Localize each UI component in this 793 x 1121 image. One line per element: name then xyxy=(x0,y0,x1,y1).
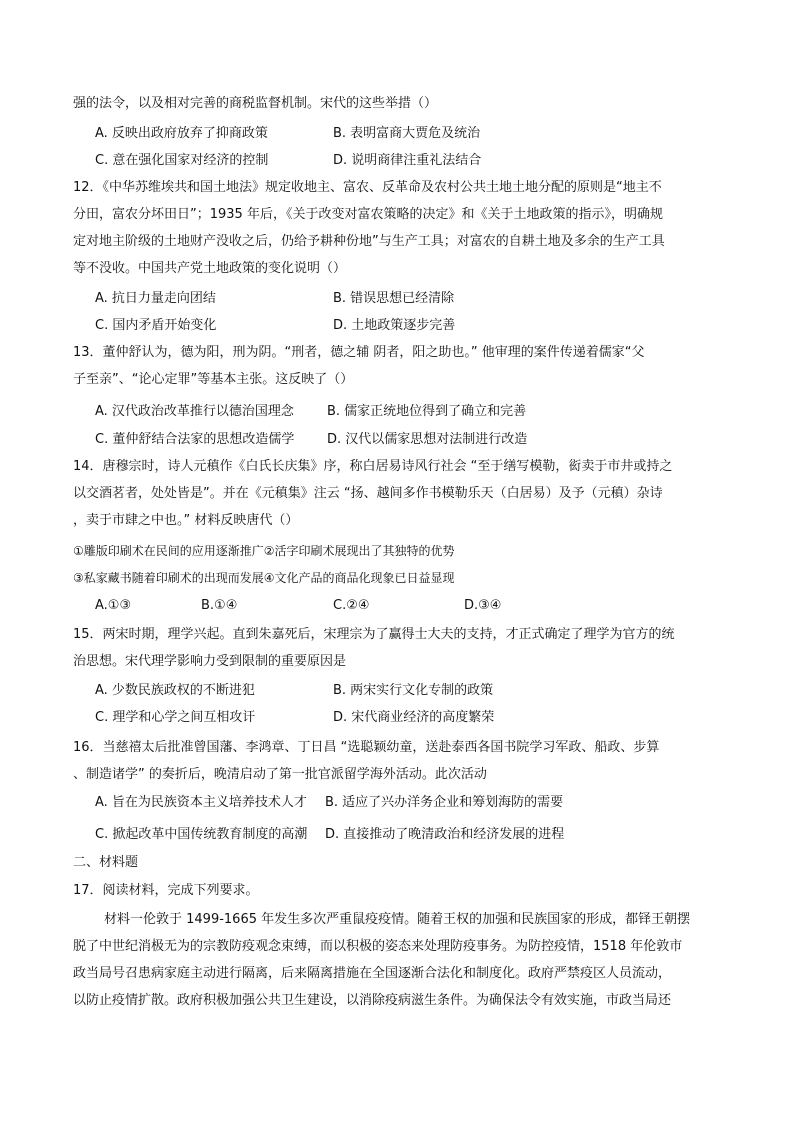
q16-option-b: B. 适应了兴办洋务企业和筹划海防的需要 xyxy=(325,795,564,810)
q13-option-c: C. 董仲舒结合法家的思想改造儒学 xyxy=(95,432,295,447)
q11-option-a: A. 反映出政府放弃了抑商政策 xyxy=(95,126,268,141)
q16-stem-line-2: 、制造诸学” 的奏折后，晚清启动了第一批官派留学海外活动。此次活动 xyxy=(73,767,487,782)
section-heading: 二、材料题 xyxy=(73,855,139,870)
q15-option-b: B. 两宋实行文化专制的政策 xyxy=(333,683,494,698)
q13-stem-line-2: 子至亲”、“论心定罪”等基本主张。这反映了（） xyxy=(73,372,354,387)
q16-option-a: A. 旨在为民族资本主义培养技术人才 xyxy=(95,795,307,810)
q12-option-c: C. 国内矛盾开始变化 xyxy=(95,318,217,333)
q17-material-line-3: 政当局号召患病家庭主动进行隔离，后来隔离措施在全国逐渐合法化和制度化。政府严禁疫区人员流动， xyxy=(73,966,672,981)
q12-stem-line-1: 12．《中华苏维埃共和国土地法》规定收地主、富农、反革命及农村公共土地土地分配的原则是“地主不 xyxy=(73,180,662,195)
q14-stem-line-3: ，卖于市肆之中也。” 材料反映唐代（） xyxy=(73,513,299,528)
q12-option-b: B. 错误思想已经清除 xyxy=(333,291,455,306)
q16-option-d: D. 直接推动了晚清政治和经济发展的进程 xyxy=(325,827,565,842)
q12-stem-line-3: 定对地主阶级的土地财产没收之后，仍给予耕种份地”与生产工具；对富农的自耕土地及多余的生产工具 xyxy=(73,234,665,249)
q14-option-a: A.①③ xyxy=(95,598,132,613)
q14-option-c: C.②④ xyxy=(333,598,370,613)
q12-option-a: A. 抗日力量走向团结 xyxy=(95,291,216,306)
q12-option-d: D. 土地政策逐步完善 xyxy=(333,318,456,333)
q15-option-a: A. 少数民族政权的不断进犯 xyxy=(95,683,255,698)
q15-stem-line-1: 15．两宋时期，理学兴起。直到朱嘉死后，宋理宗为了赢得士大夫的支持，才正式确定了理学为官方的统 xyxy=(73,627,675,642)
q12-stem-line-2: 分田，富农分坏田日”；1935 年后，《关于改变对富农策略的决定》和《关于土地政策的指示》，明确规 xyxy=(73,207,663,222)
q13-option-d: D. 汉代以儒家思想对法制进行改造 xyxy=(327,432,528,447)
q16-option-c: C. 掀起改革中国传统教育制度的高潮 xyxy=(95,827,308,842)
q14-statement-line-1: ①雕版印刷术在民间的应用逐渐推广②活字印刷术展现出了其独特的优势 xyxy=(73,544,455,558)
q13-option-b: B. 儒家正统地位得到了确立和完善 xyxy=(327,404,527,419)
q14-option-b: B.①④ xyxy=(201,598,238,613)
q17-material-line-2: 脱了中世纪消极无为的宗教防疫观念束缚，而以积极的姿态来处理防疫事务。为防控疫情，1518 年伦敦市 xyxy=(73,939,683,954)
q14-option-d: D.③④ xyxy=(464,598,502,613)
q15-option-d: D. 宋代商业经济的高度繁荣 xyxy=(333,710,495,725)
q11-stem-tail: 强的法令，以及相对完善的商税监督机制。宋代的这些举措（） xyxy=(73,96,438,111)
q14-stem-line-2: 以交酒茗者，处处皆是”。并在《元稹集》注云 “扬、越间多作书模勒乐天（白居易）及予（元稹）杂诗 xyxy=(73,486,663,501)
q13-stem-line-1: 13．董仲舒认为，德为阳，刑为阴。“刑者，德之辅 阴者，阳之助也。” 他审理的案件传递着儒家“父 xyxy=(73,345,645,360)
q13-option-a: A. 汉代政治改革推行以德治国理念 xyxy=(95,404,294,419)
q17-material-line-4: 以防止疫情扩散。政府积极加强公共卫生建设，以消除疫病滋生条件。为确保法令有效实施，市政当局还 xyxy=(73,993,672,1008)
q11-option-c: C. 意在强化国家对经济的控制 xyxy=(95,153,269,168)
q14-statement-line-2: ③私家藏书随着印刷术的出现而发展④文化产品的商品化现象已日益显现 xyxy=(73,571,455,585)
q15-stem-line-2: 治思想。宋代理学影响力受到限制的重要原因是 xyxy=(73,654,347,669)
q11-option-d: D. 说明商律注重礼法结合 xyxy=(333,153,482,168)
q17-material-line-1: 材料一伦敦于 1499-1665 年发生多次严重鼠疫疫情。随着王权的加强和民族国家的形成，都铎王朝摆 xyxy=(104,912,691,927)
q12-stem-line-4: 等不没收。中国共产党土地政策的变化说明（） xyxy=(73,261,347,276)
q16-stem-line-1: 16．当慈禧太后批准曾国藩、李鸿章、丁日昌 “选聪颖幼童，送赴泰西各国书院学习军政、船政、步算 xyxy=(73,740,660,755)
q14-stem-line-1: 14．唐穆宗时，诗人元稹作《白氏长庆集》序，称白居易诗风行社会 “至于缮写模勒，衒卖于市井或持之 xyxy=(73,459,673,474)
q15-option-c: C. 理学和心学之间互相攻讦 xyxy=(95,710,256,725)
q17-stem: 17．阅读材料，完成下列要求。 xyxy=(73,883,259,898)
q11-option-b: B. 表明富商大贾危及统治 xyxy=(333,126,481,141)
